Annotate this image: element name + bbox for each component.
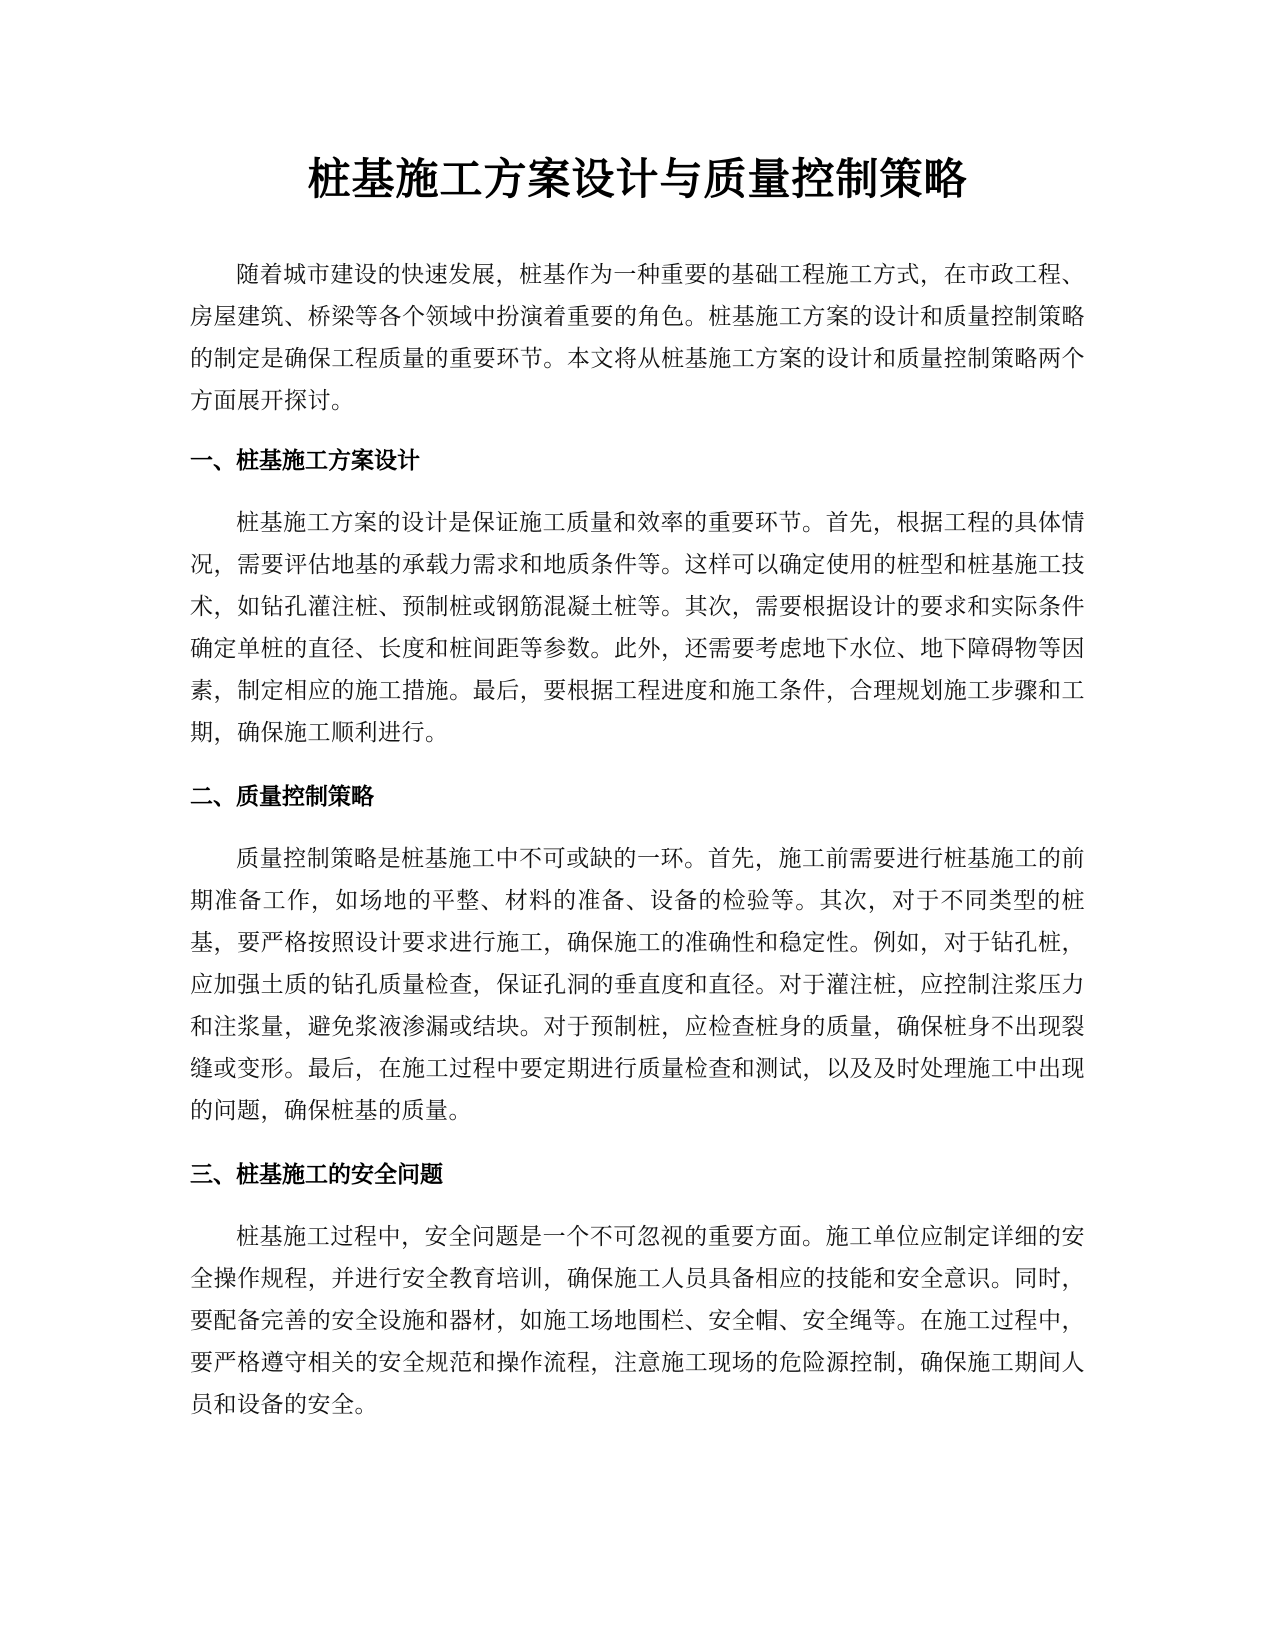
section-body-quality: 质量控制策略是桩基施工中不可或缺的一环。首先，施工前需要进行桩基施工的前期准备工作，如场地的平整、材料的准备、设备的检验等。其次，对于不同类型的桩基，要严格按照设计要求进行施工，确保施工的准确性和稳定性。例如，对于钻孔桩，应加强土质的钻孔质量检查，保证孔洞的垂直度和直径。对于灌注桩，应控制注浆压力和注浆量，避免浆液渗漏或结块。对于预制桩，应检查桩身的质量，确保桩身不出现裂缝或变形。最后，在施工过程中要定期进行质量检查和测试，以及及时处理施工中出现的问题，确保桩基的质量。 bbox=[190, 846, 1085, 1124]
section-heading-quality: 二、质量控制策略 bbox=[190, 784, 374, 810]
document-page bbox=[190, 140, 1085, 1426]
intro-paragraph: 随着城市建设的快速发展，桩基作为一种重要的基础工程施工方式，在市政工程、房屋建筑、桥梁等各个领域中扮演着重要的角色。桩基施工方案的设计和质量控制策略的制定是确保工程质量的重要环节。本文将从桩基施工方案的设计和质量控制策略两个方面展开探讨。 bbox=[190, 262, 1085, 414]
section-heading-safety: 三、桩基施工的安全问题 bbox=[190, 1162, 443, 1188]
section-body-design: 桩基施工方案的设计是保证施工质量和效率的重要环节。首先，根据工程的具体情况，需要评估地基的承载力需求和地质条件等。这样可以确定使用的桩型和桩基施工技术，如钻孔灌注桩、预制桩或钢筋混凝土桩等。其次，需要根据设计的要求和实际条件确定单桩的直径、长度和桩间距等参数。此外，还需要考虑地下水位、地下障碍物等因素，制定相应的施工措施。最后，要根据工程进度和施工条件，合理规划施工步骤和工期，确保施工顺利进行。 bbox=[190, 510, 1085, 746]
section-heading-design: 一、桩基施工方案设计 bbox=[190, 448, 420, 474]
document-title: 桩基施工方案设计与质量控制策略 bbox=[307, 155, 968, 205]
section-body-safety: 桩基施工过程中，安全问题是一个不可忽视的重要方面。施工单位应制定详细的安全操作规程，并进行安全教育培训，确保施工人员具备相应的技能和安全意识。同时，要配备完善的安全设施和器材，如施工场地围栏、安全帽、安全绳等。在施工过程中，要严格遵守相关的安全规范和操作流程，注意施工现场的危险源控制，确保施工期间人员和设备的安全。 bbox=[190, 1224, 1085, 1418]
